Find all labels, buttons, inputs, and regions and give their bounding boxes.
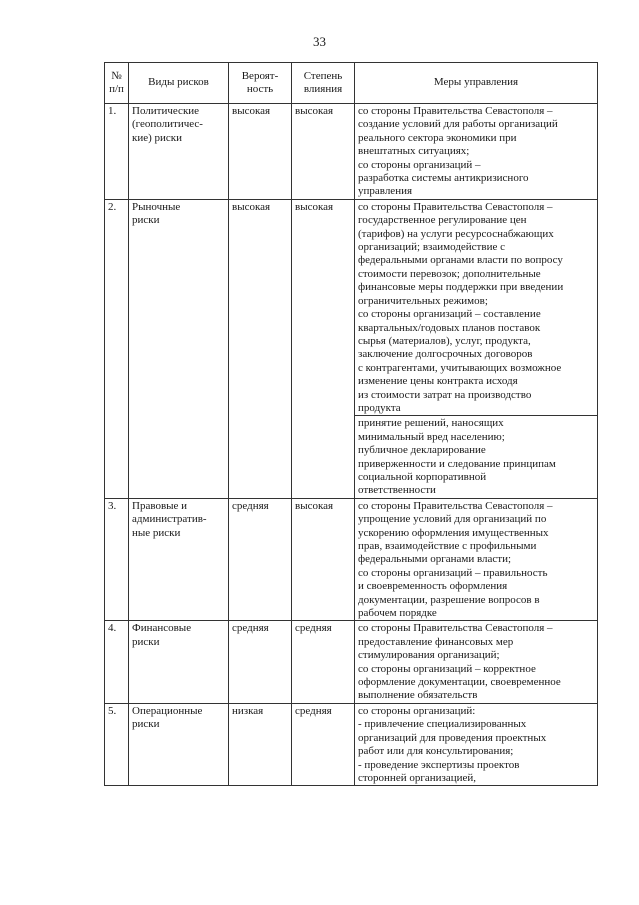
measures-line: со стороны Правительства Севастополя –: [358, 200, 553, 213]
row-number: 1.: [105, 104, 129, 200]
measures: [355, 498, 598, 621]
table-row: [105, 703, 598, 785]
measures-line: со стороны Правительства Севастополя –: [358, 622, 553, 635]
measures-line: принятие решений, наносящих: [358, 417, 504, 430]
measures-line: сырья (материалов), услуг, продукта,: [358, 334, 531, 347]
measures-line: изменение цены контракта исходя: [358, 375, 518, 388]
row-number: 2.: [105, 199, 129, 416]
risk-management-table: [104, 62, 598, 786]
risk-type-line: риски: [132, 214, 160, 227]
measures-line: федеральными органами власти;: [358, 553, 512, 566]
header-probability: [229, 63, 292, 104]
measures-line: минимальный вред населению;: [358, 430, 505, 443]
measures-line: со стороны организаций – составление: [358, 308, 541, 321]
impact: средняя: [292, 703, 355, 785]
measures-line: со стороны организаций:: [358, 704, 476, 717]
measures-line: - привлечение специализированных: [358, 718, 527, 731]
table-row: [105, 621, 598, 703]
impact: высокая: [292, 498, 355, 621]
measures-line: продукта: [358, 401, 401, 414]
header-text: №: [111, 69, 122, 82]
measures: [355, 416, 598, 498]
measures-line: ускорению оформления имущественных: [358, 526, 549, 539]
measures-line: - проведение экспертизы проектов: [358, 758, 520, 771]
measures-line: публичное декларирование: [358, 444, 486, 457]
measures-line: и своевременность оформления: [358, 580, 508, 593]
risk-type-line: кие) риски: [132, 131, 183, 144]
measures-line: предоставление финансовых мер: [358, 635, 514, 648]
measures-line: управления: [358, 185, 413, 198]
measures-line: стоимости перевозок; дополнительные: [358, 267, 541, 280]
measures-line: разработка системы антикризисного: [358, 172, 529, 185]
measures: [355, 703, 598, 785]
header-text: Степень: [303, 69, 343, 82]
row-number: 4.: [105, 621, 129, 703]
measures-line: государственное регулирование цен: [358, 214, 527, 227]
probability: средняя: [229, 621, 292, 703]
risk-type: [129, 498, 229, 621]
measures-line: из стоимости затрат на производство: [358, 388, 532, 401]
row-number: 3.: [105, 498, 129, 621]
header-number: [105, 63, 129, 104]
probability: высокая: [229, 199, 292, 416]
risk-type-line: Рыночные: [132, 200, 181, 213]
risk-type: [129, 199, 229, 416]
measures-line: создание условий для работы организаций: [358, 118, 558, 131]
measures-line: внештатных ситуациях;: [358, 145, 470, 158]
measures-line: со стороны организаций – правильность: [358, 566, 548, 579]
empty-cell: [105, 416, 129, 498]
risk-type: [129, 621, 229, 703]
header-risk-type: [129, 63, 229, 104]
empty-cell: [129, 416, 229, 498]
table-row: [105, 498, 598, 621]
measures-line: финансовые меры поддержки при введении: [358, 281, 564, 294]
risk-type-line: риски: [132, 718, 160, 731]
measures-line: (тарифов) на услуги ресурсоснабжающих: [358, 227, 554, 240]
measures-line: со стороны организаций –: [358, 158, 481, 171]
impact: высокая: [292, 104, 355, 200]
measures-line: приверженности и следование принципам: [358, 457, 556, 470]
measures-line: выполнение обязательств: [358, 689, 478, 702]
measures-line: социальной корпоративной: [358, 470, 487, 483]
measures-line: стимулирования организаций;: [358, 649, 500, 662]
measures-line: сторонней организацией,: [358, 771, 477, 784]
measures-line: федеральными органами власти по вопросу: [358, 254, 563, 267]
risk-type-line: Правовые и: [132, 499, 188, 512]
risk-type-line: ные риски: [132, 526, 181, 539]
measures-line: со стороны Правительства Севастополя –: [358, 499, 553, 512]
risk-type-line: (геополитичес-: [132, 118, 203, 131]
header-text: ность: [246, 83, 274, 95]
table-row-continuation: [105, 416, 598, 498]
empty-cell: [229, 416, 292, 498]
measures-line: с контрагентами, учитывающих возможное: [358, 361, 562, 374]
header-text: п/п: [109, 83, 124, 95]
measures-line: организаций; взаимодействие с: [358, 241, 505, 254]
measures: [355, 199, 598, 416]
table-row: [105, 199, 598, 416]
measures-line: квартальных/годовых планов поставок: [358, 321, 541, 334]
measures-line: упрощение условий для организаций по: [358, 513, 547, 526]
empty-cell: [292, 416, 355, 498]
page-number: 33: [313, 34, 326, 49]
header-text: влияния: [303, 83, 343, 95]
measures-line: оформление документации, своевременное: [358, 676, 561, 689]
measures-line: прав, взаимодействие с профильными: [358, 540, 537, 552]
measures-line: рабочем порядке: [358, 607, 437, 620]
row-number: 5.: [105, 703, 129, 785]
measures-line: со стороны организаций – корректное: [358, 662, 536, 675]
probability: низкая: [229, 703, 292, 785]
header-impact: [292, 63, 355, 104]
header-text: Вероят-: [241, 69, 279, 82]
measures-line: заключение долгосрочных договоров: [358, 348, 533, 361]
risk-type-line: Политические: [132, 105, 200, 117]
risk-type-line: административ-: [132, 513, 207, 526]
risk-type: [129, 703, 229, 785]
risk-type-line: Операционные: [132, 704, 203, 717]
risk-type-line: Финансовые: [132, 622, 192, 635]
measures-line: со стороны Правительства Севастополя –: [358, 105, 553, 117]
probability: высокая: [229, 104, 292, 200]
risk-type: [129, 104, 229, 200]
header-text: Меры управления: [433, 76, 519, 89]
impact: высокая: [292, 199, 355, 416]
measures-line: работ или для консультирования;: [358, 745, 514, 758]
risk-type-line: риски: [132, 635, 160, 648]
probability: средняя: [229, 498, 292, 621]
header-text: Виды рисков: [148, 76, 209, 89]
measures-line: организаций для проведения проектных: [358, 731, 547, 744]
measures: [355, 104, 598, 200]
header-measures: [355, 63, 598, 104]
table-row: [105, 104, 598, 200]
impact: средняя: [292, 621, 355, 703]
measures-line: ограничительных режимов;: [358, 294, 488, 307]
table-header-row: [105, 63, 598, 104]
measures-line: реального сектора экономики при: [358, 131, 517, 144]
measures: [355, 621, 598, 703]
measures-line: ответственности: [358, 484, 436, 497]
measures-line: документации, разрешение вопросов в: [358, 593, 540, 606]
